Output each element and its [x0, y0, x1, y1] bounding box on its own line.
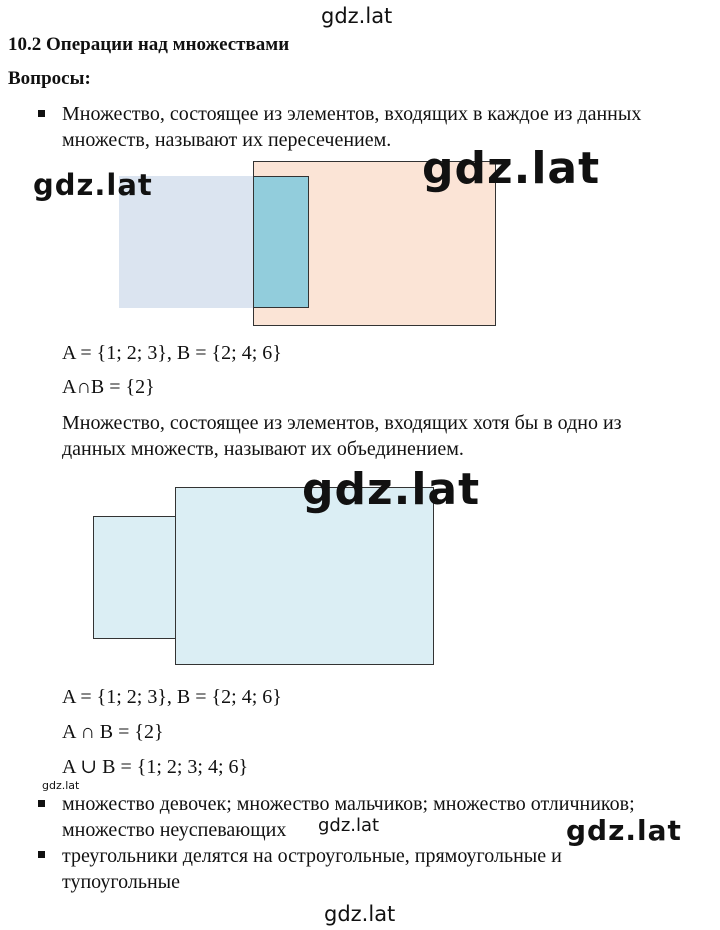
item3-line2: тупоугольные — [62, 871, 180, 893]
bullet-icon — [38, 851, 45, 858]
item2-line1: множество девочек; множество мальчиков; множество отличников; — [62, 793, 635, 815]
bullet-icon — [38, 800, 45, 807]
item1-line1: Множество, состоящее из элементов, входящих в каждое из данных — [62, 103, 642, 125]
union-result: A ∪ B = {1; 2; 3; 4; 6} — [62, 756, 249, 778]
intersection-rect — [253, 176, 309, 308]
intersection-result: A∩B = {2} — [62, 376, 155, 398]
intersection-sets: A = {1; 2; 3}, B = {2; 4; 6} — [62, 342, 282, 364]
section-title: 10.2 Операции над множествами — [8, 34, 290, 55]
watermark-left: gdz.lat — [33, 168, 153, 202]
union-def-line1: Множество, состоящее из элементов, входящих хотя бы в одно из — [62, 412, 622, 434]
union-intersection: A ∩ B = {2} — [62, 721, 164, 743]
item3-line1: треугольники делятся на остроугольные, прямоугольные и — [62, 845, 562, 867]
watermark-tiny: gdz.lat — [42, 779, 80, 792]
watermark-bottom: gdz.lat — [324, 902, 396, 926]
union-sets: A = {1; 2; 3}, B = {2; 4; 6} — [62, 686, 282, 708]
union-set-a-rect — [93, 516, 177, 639]
watermark-center: gdz.lat — [302, 464, 481, 515]
watermark-right: gdz.lat — [422, 143, 601, 194]
item2-line2: множество неуспевающих — [62, 819, 287, 841]
watermark-top: gdz.lat — [321, 4, 393, 28]
watermark-mid: gdz.lat — [318, 815, 380, 836]
bullet-icon — [38, 110, 45, 117]
watermark-right-bottom: gdz.lat — [566, 814, 682, 847]
item1-line2: множеств, называют их пересечением. — [62, 129, 392, 151]
questions-heading: Вопросы: — [8, 68, 91, 89]
union-def-line2: данных множеств, называют их объединением. — [62, 438, 464, 460]
